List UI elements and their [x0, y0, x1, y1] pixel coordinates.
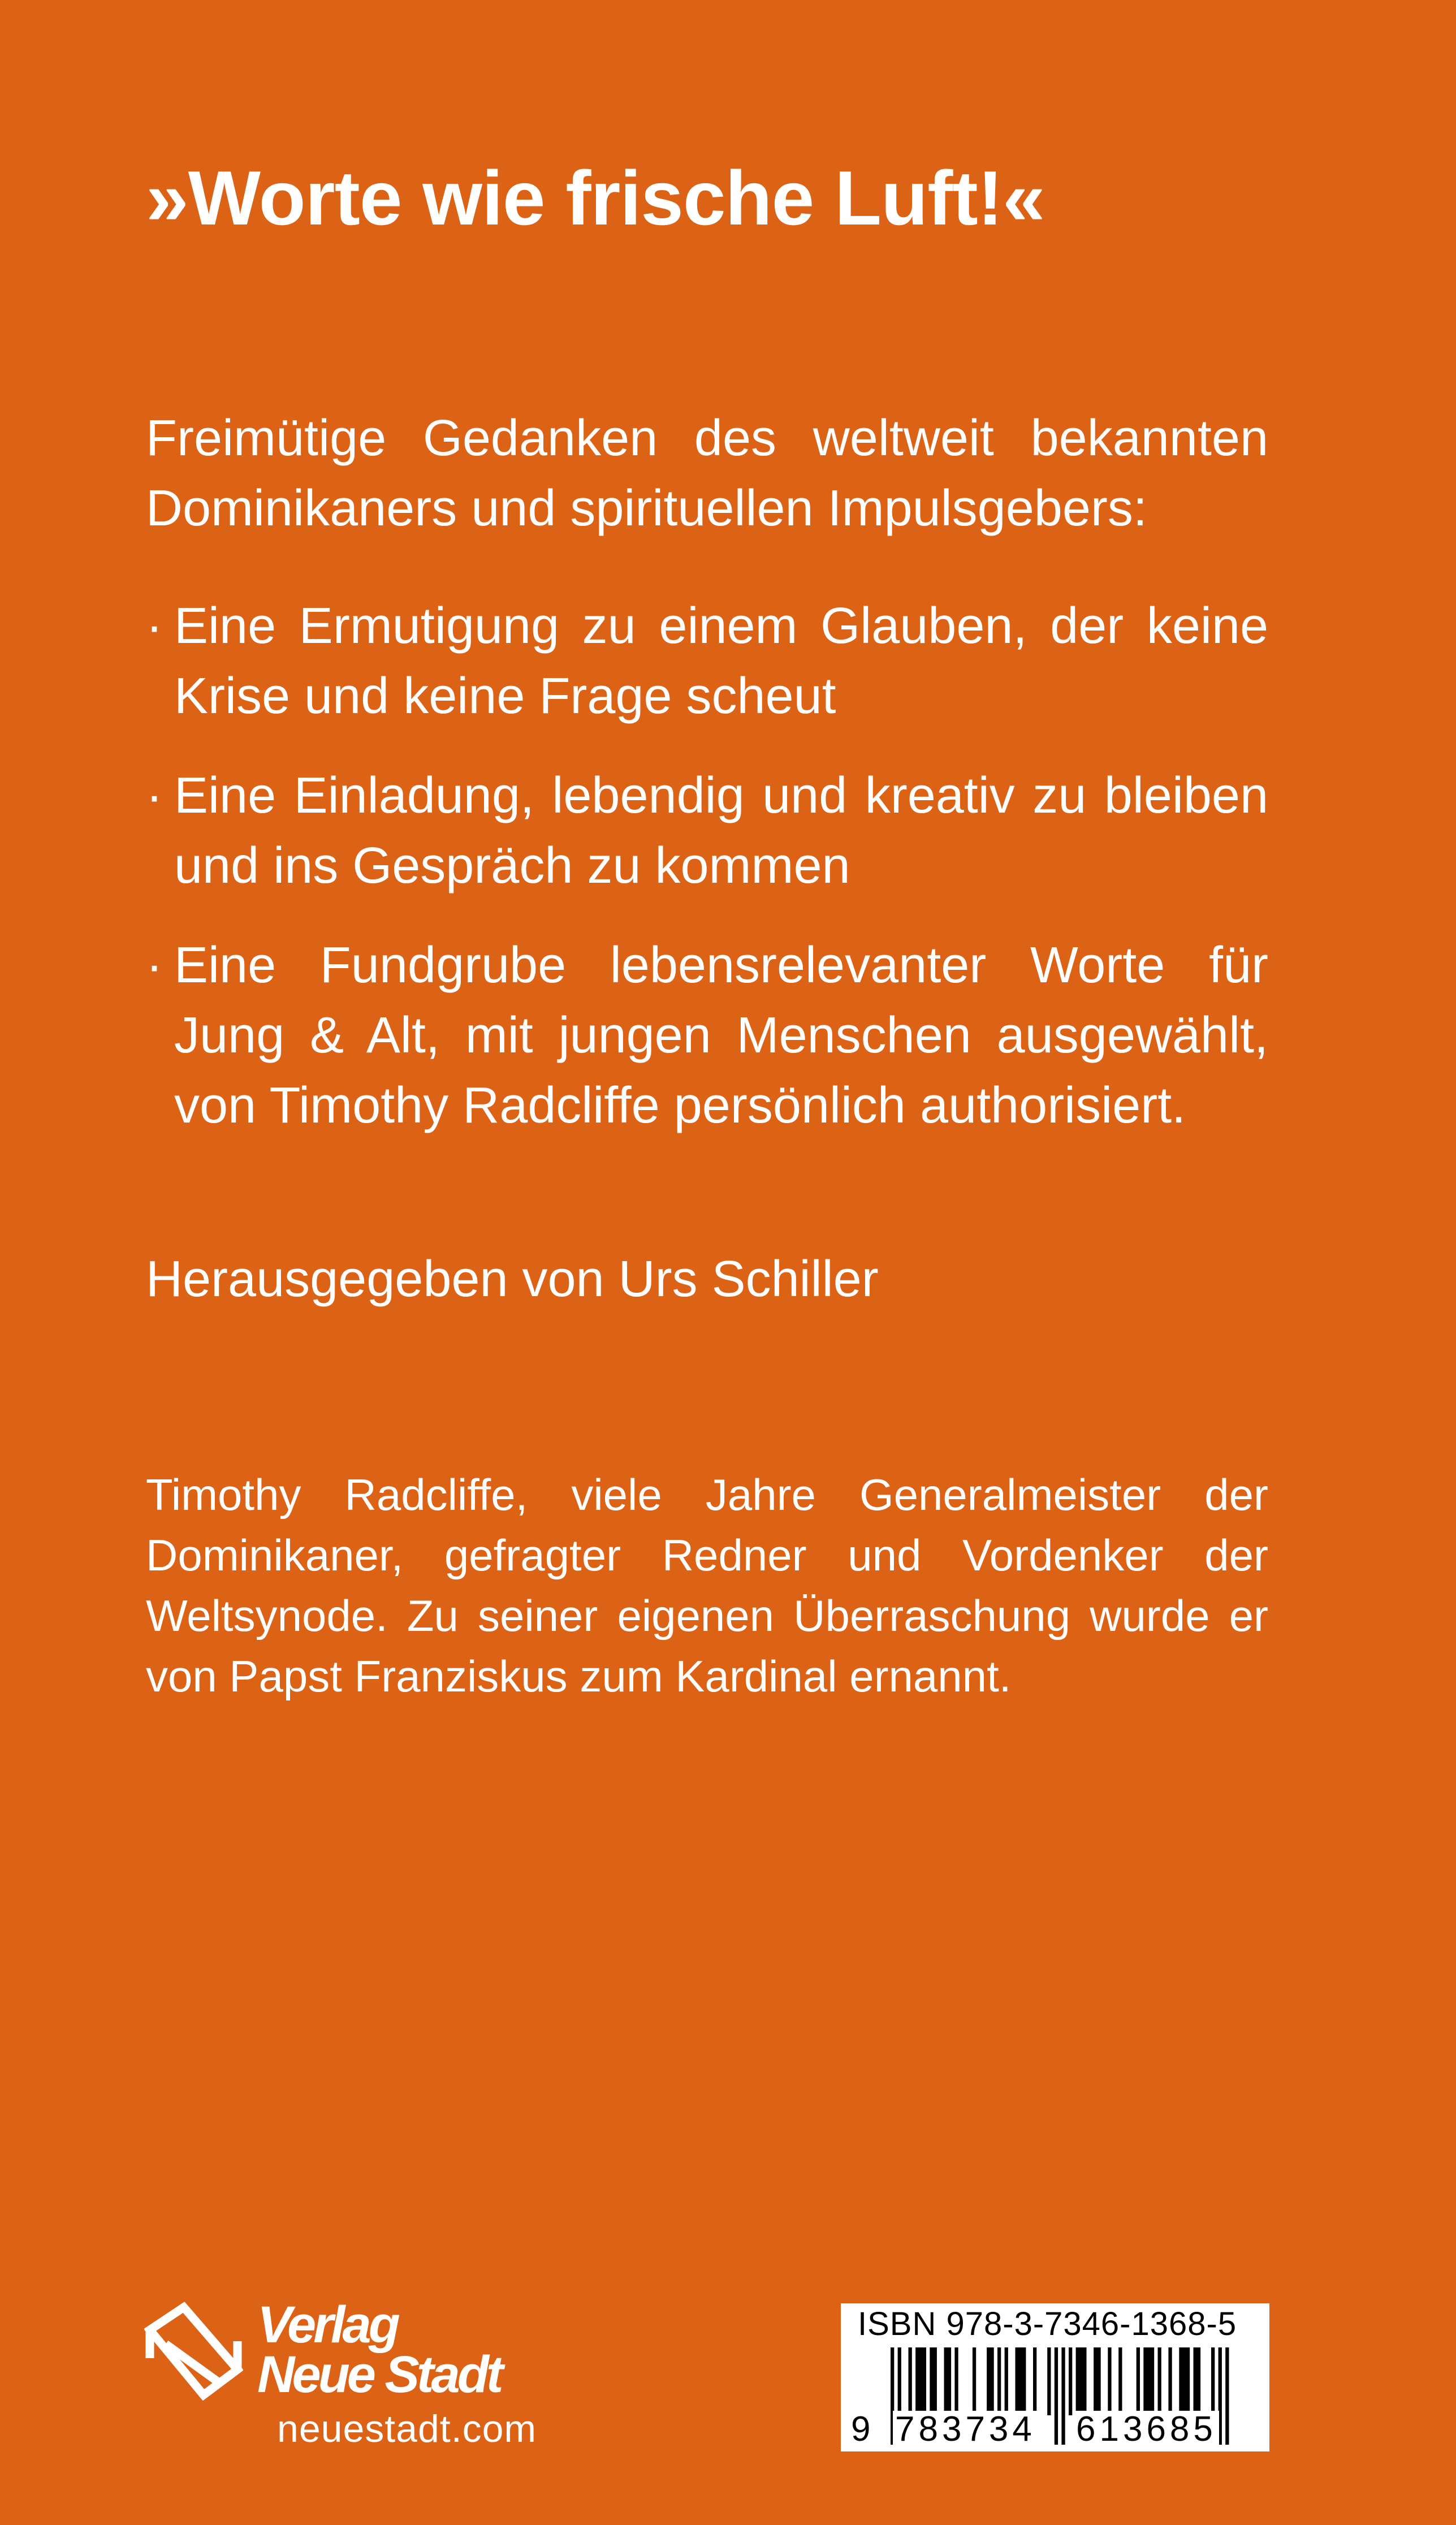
bullet-text: Eine Ermutigung zu einem Glauben, der keine Krise und keine Frage scheut	[174, 598, 1268, 724]
barcode-bar	[973, 2347, 976, 2415]
barcode-bar	[1225, 2347, 1229, 2445]
headline: »Worte wie frische Luft!«	[146, 155, 1045, 241]
barcode-bar	[909, 2347, 912, 2415]
barcode-bar	[915, 2347, 926, 2415]
barcode-bar	[987, 2347, 994, 2415]
bullet-marker: ·	[146, 767, 163, 824]
barcode-bar	[1076, 2347, 1087, 2415]
verlag-neue-stadt-logo-icon	[144, 2302, 243, 2401]
publisher-website: neuestadt.com	[277, 2407, 537, 2450]
bullet-marker: ·	[146, 937, 163, 994]
barcode-bar	[1069, 2347, 1072, 2415]
barcode-bar	[944, 2347, 952, 2415]
logo-text-neue-stadt: Neue Stadt	[257, 2346, 501, 2403]
barcode-bar	[1118, 2347, 1122, 2415]
barcode-bar	[997, 2347, 1001, 2415]
editor-credit: Herausgegeben von Urs Schiller	[146, 1251, 879, 1307]
barcode-bar	[1033, 2347, 1036, 2415]
isbn-barcode	[841, 2303, 1269, 2451]
barcode-bar	[1211, 2347, 1215, 2415]
bullet-item	[146, 761, 1268, 901]
barcode-bar	[954, 2347, 958, 2415]
barcode-bar	[1005, 2347, 1008, 2415]
bullet-item	[146, 930, 1268, 1141]
intro-text: Freimütige Gedanken des weltweit bekannten Dominikaners und spirituellen Impulsgebers:	[146, 410, 1268, 537]
logo-text-verlag: Verlag	[257, 2296, 398, 2354]
bullet-marker: ·	[146, 598, 163, 654]
publisher-logo	[144, 2296, 597, 2406]
barcode-bar	[1094, 2347, 1101, 2415]
barcode-digits-right: 613685	[1074, 2411, 1219, 2448]
barcode-bar	[930, 2347, 937, 2415]
barcode-digit-lead: 9	[851, 2410, 875, 2449]
barcode-bar	[1137, 2347, 1140, 2415]
barcode-bar	[1108, 2347, 1111, 2415]
barcode-bar	[1158, 2347, 1161, 2415]
bullet-item	[146, 591, 1268, 731]
barcode-bar	[1194, 2347, 1201, 2415]
barcode-bar	[1016, 2347, 1026, 2415]
barcode-digits-left: 783734	[893, 2411, 1038, 2448]
barcode-bar	[1055, 2347, 1058, 2445]
barcode-bar	[1168, 2347, 1172, 2415]
barcode-bar	[1047, 2347, 1051, 2415]
barcode-bar	[1179, 2347, 1190, 2415]
author-bio: Timothy Radcliffe, viele Jahre Generalmeister der Dominikaner, gefragter Redner und Vordenker der Weltsynode. Zu seiner eigenen Überraschung wurde er von Papst Franziskus zum Kardinal ernannt.	[146, 1470, 1268, 1701]
bullet-text: Eine Einladung, lebendig und kreativ zu bleiben und ins Gespräch zu kommen	[174, 767, 1268, 894]
isbn-label: ISBN 978-3-7346-1368-5	[858, 2306, 1237, 2342]
bullet-text: Eine Fundgrube lebensrelevanter Worte für Jung & Alt, mit jungen Menschen ausgewählt, von Timothy Radcliffe persönlich authorisiert.	[174, 937, 1268, 1134]
barcode-bar	[1143, 2347, 1154, 2415]
barcode-bar	[1061, 2347, 1065, 2445]
